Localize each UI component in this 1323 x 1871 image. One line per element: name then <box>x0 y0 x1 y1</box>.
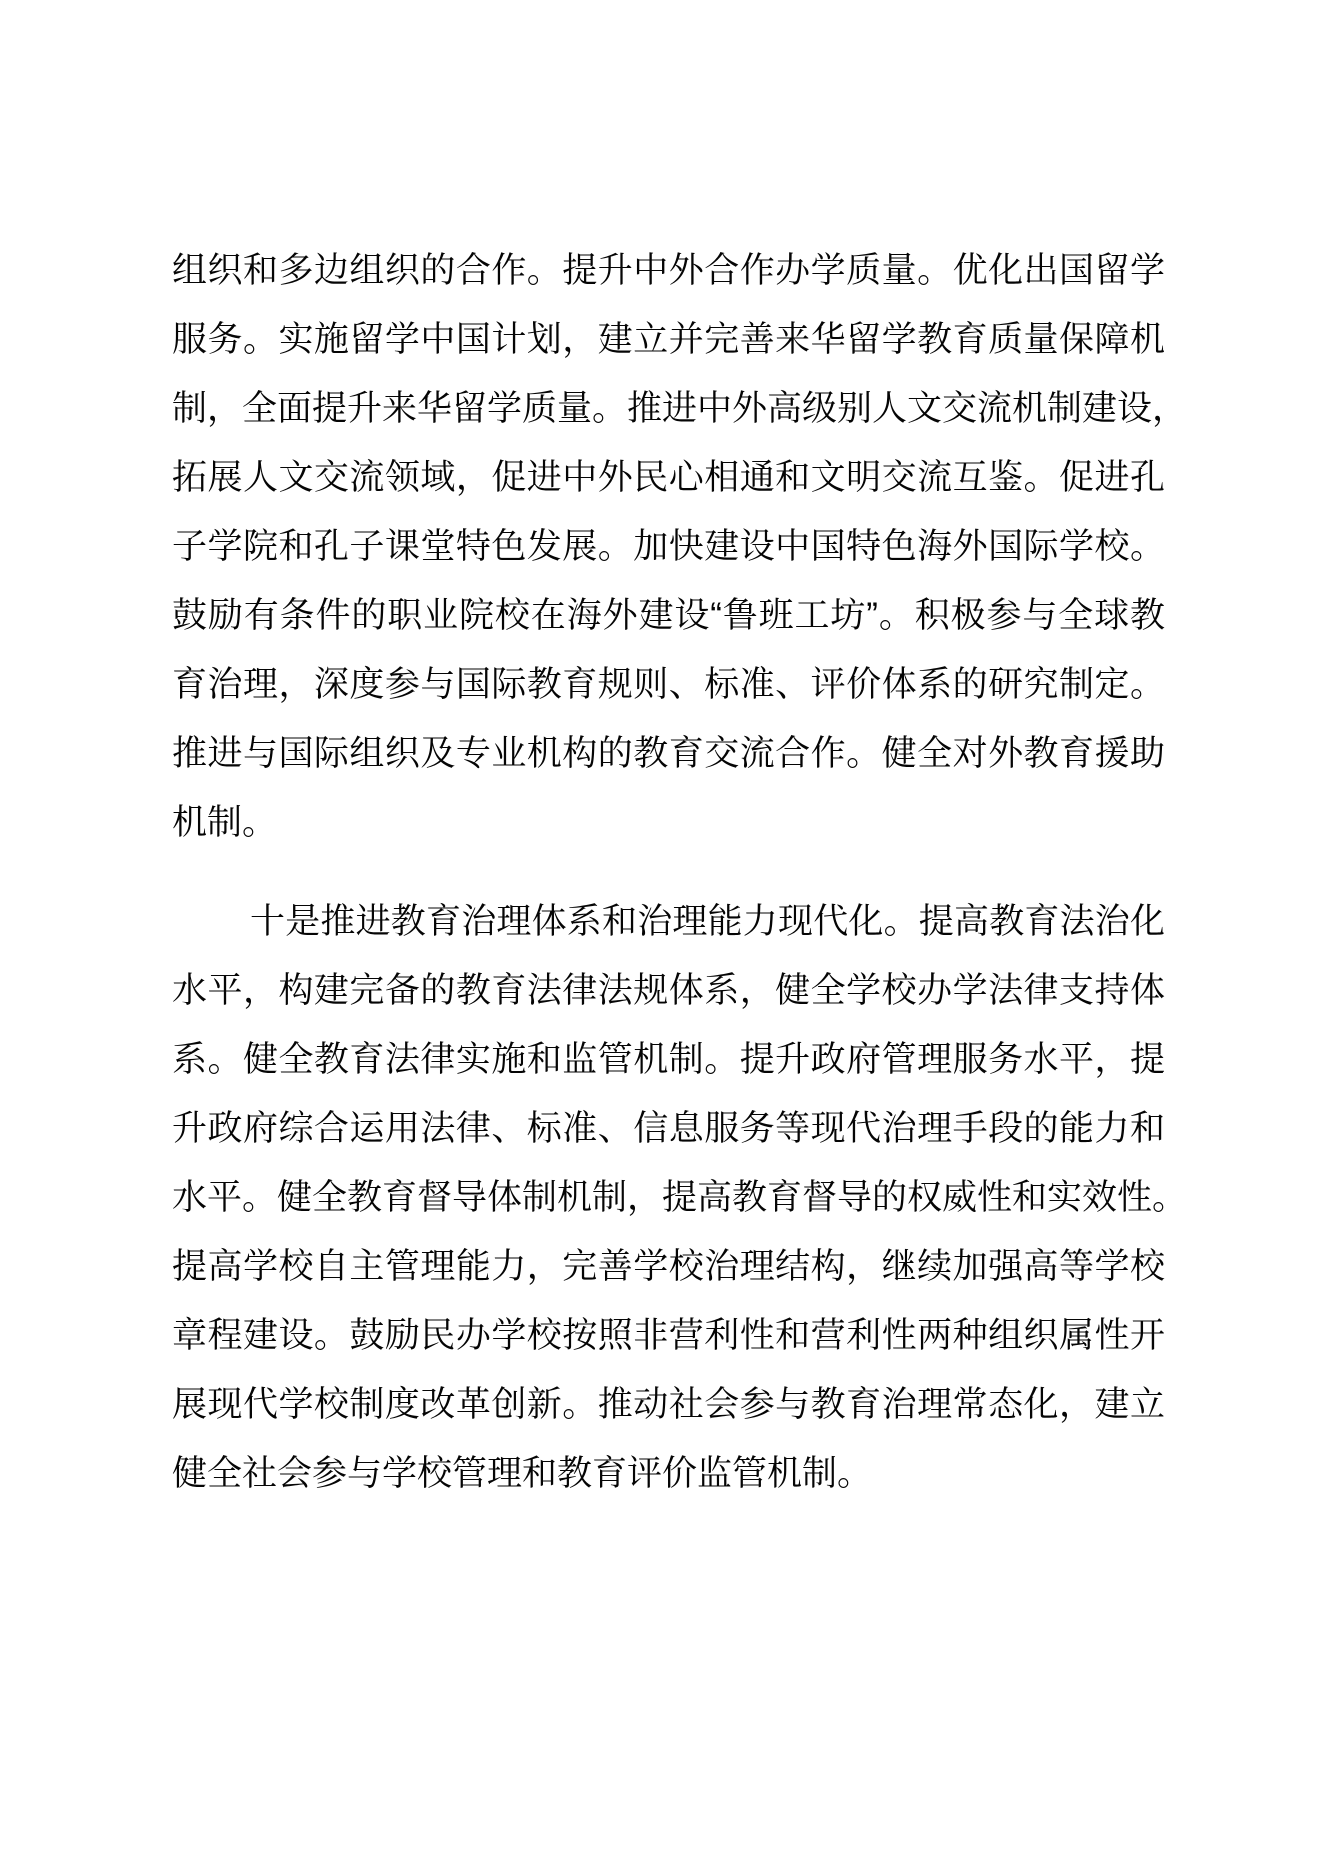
text-line: 组织和多边组织的合作。提升中外合作办学质量。优化出国留学 <box>172 251 1165 290</box>
text-line: 育治理，深度参与国际教育规则、标准、评价体系的研究制定。 <box>172 665 1165 704</box>
text-line: 水平。健全教育督导体制机制，提高教育督导的权威性和实效性。 <box>172 1178 1188 1217</box>
text-line: 展现代学校制度改革创新。推动社会参与教育治理常态化，建立 <box>172 1385 1165 1424</box>
text-line: 提高学校自主管理能力，完善学校治理结构，继续加强高等学校 <box>172 1247 1165 1286</box>
text-line: 鼓励有条件的职业院校在海外建设“鲁班工坊”。积极参与全球教 <box>172 596 1165 635</box>
text-line: 制，全面提升来华留学质量。推进中外高级别人文交流机制建设， <box>172 389 1188 428</box>
text-line: 机制。 <box>172 803 278 842</box>
text-line: 拓展人文交流领域，促进中外民心相通和文明交流互鉴。促进孔 <box>172 458 1165 497</box>
paragraph-international-cooperation <box>172 236 1188 857</box>
text-line: 健全社会参与学校管理和教育评价监管机制。 <box>172 1454 873 1493</box>
document-body-text <box>172 236 1188 1508</box>
paragraph-education-governance <box>172 887 1188 1508</box>
text-line: 章程建设。鼓励民办学校按照非营利性和营利性两种组织属性开 <box>172 1316 1165 1355</box>
text-line: 十是推进教育治理体系和治理能力现代化。提高教育法治化 <box>250 902 1165 941</box>
text-line: 子学院和孔子课堂特色发展。加快建设中国特色海外国际学校。 <box>172 527 1165 566</box>
text-line: 系。健全教育法律实施和监管机制。提升政府管理服务水平，提 <box>172 1040 1165 1079</box>
text-line: 升政府综合运用法律、标准、信息服务等现代治理手段的能力和 <box>172 1109 1165 1148</box>
text-line: 推进与国际组织及专业机构的教育交流合作。健全对外教育援助 <box>172 734 1165 773</box>
text-line: 服务。实施留学中国计划，建立并完善来华留学教育质量保障机 <box>172 320 1165 359</box>
text-line: 水平，构建完备的教育法律法规体系，健全学校办学法律支持体 <box>172 971 1165 1010</box>
